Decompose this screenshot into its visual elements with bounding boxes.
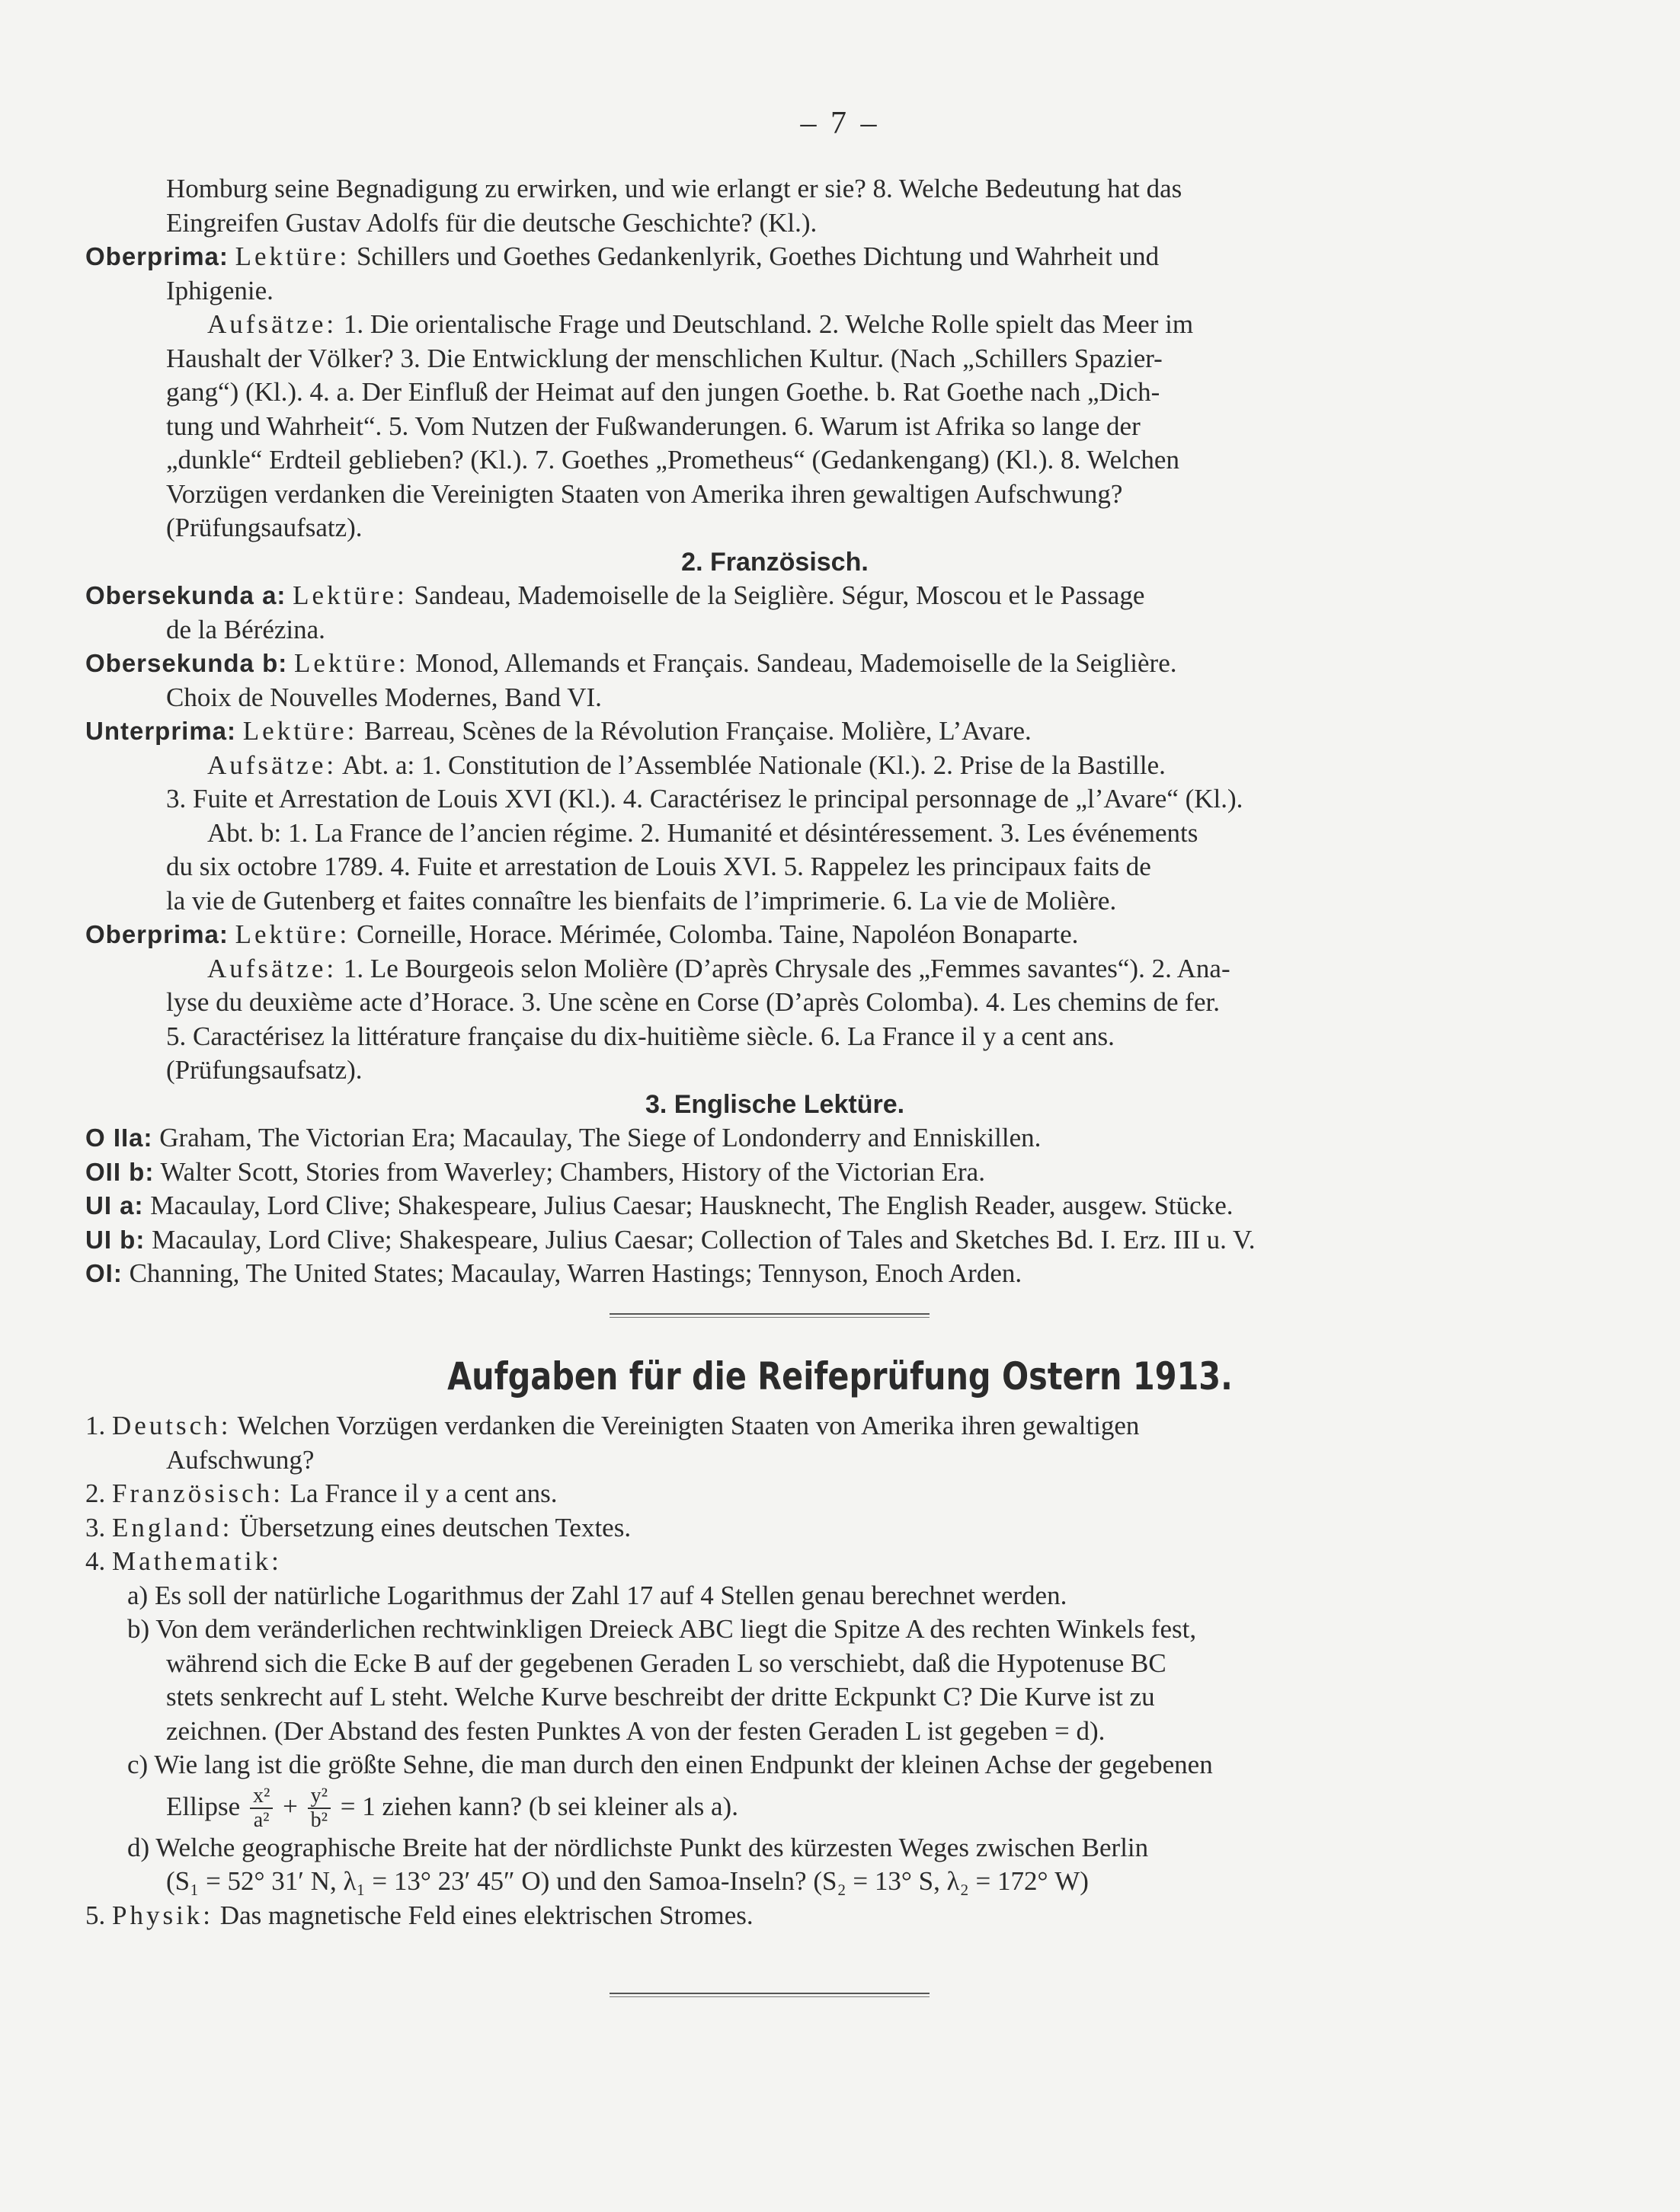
text-line: Haushalt der Völker? 3. Die Entwicklung der menschlichen Kultur. (Nach „Schillers Spazier- [166, 343, 1163, 373]
text-line: zeichnen. (Der Abstand des festen Punktes A von der festen Geraden L ist gegeben = d). [166, 1715, 1106, 1746]
english-row [85, 1189, 1464, 1223]
ellipse-formula-line [85, 1782, 1464, 1831]
aufsaetze-label: Aufsätze: [207, 750, 338, 780]
class-label: Obersekunda b: [85, 649, 288, 677]
subject-label: Französisch: [112, 1478, 283, 1508]
item-text: Das magnetische Feld eines elektrischen Stromes. [219, 1900, 754, 1930]
exam-tasks [85, 1409, 1464, 1932]
fraction-y [308, 1785, 331, 1832]
class-label: Unterprima: [85, 717, 237, 745]
aufsaetze-entry [85, 749, 1464, 783]
item-text: La France il y a cent ans. [290, 1478, 558, 1508]
entry-text: Macaulay, Lord Clive; Shakespeare, Julius Caesar; Hausknecht, The English Reader, ausgew. Stücke. [150, 1191, 1234, 1220]
lektuere-label: Lektüre: [235, 919, 350, 949]
aufsaetze-label: Aufsätze: [207, 953, 338, 983]
class-label: UI a: [85, 1191, 144, 1219]
english-heading: 3. Englische Lektüre. [645, 1089, 905, 1119]
french-heading: 2. Französisch. [681, 547, 869, 577]
class-label: OII b: [85, 1157, 155, 1186]
math-task-d [85, 1831, 1464, 1865]
task-text: Wie lang ist die größte Sehne, die man durch den einen Endpunkt der kleinen Achse der gegebenen [154, 1750, 1213, 1779]
lektuere-label: Lektüre: [293, 580, 408, 610]
text-line: 3. Fuite et Arrestation de Louis XVI (Kl.). 4. Caractérisez le principal personnage de „l’Avare“ (Kl.). [166, 784, 1243, 814]
text-line: la vie de Gutenberg et faites connaître les bienfaits de l’imprimerie. 6. La vie de Molière. [166, 885, 1117, 916]
text-line: Choix de Nouvelles Modernes, Band VI. [166, 682, 602, 712]
english-row [85, 1156, 1464, 1190]
text-line: Homburg seine Begnadigung zu erwirken, und wie erlangt er sie? 8. Welche Bedeutung hat das [166, 174, 1182, 203]
divider-rule [610, 1993, 930, 1997]
english-row [85, 1257, 1464, 1291]
text-line: während sich die Ecke B auf der gegebenen Geraden L so verschiebt, daß die Hypotenuse BC [166, 1648, 1166, 1678]
subject-label: England: [112, 1512, 233, 1542]
aufsaetze-entry [85, 308, 1464, 342]
text-line: du six octobre 1789. 4. Fuite et arrestation de Louis XVI. 5. Rappelez les principaux faits de [166, 852, 1151, 881]
oberprima-entry [85, 240, 1464, 274]
text-line: (S₁ = 52° 31′ N, λ₁ = 13° 23′ 45″ O) und den Samoa-Inseln? (S₂ = 13° S, λ₂ = 172° W) [166, 1866, 1089, 1896]
english-row [85, 1223, 1464, 1258]
entry-text: Schillers und Goethes Gedankenlyrik, Goethes Dichtung und Wahrheit und [356, 241, 1160, 271]
exam-item-4 [85, 1545, 1464, 1579]
text-line: Eingreifen Gustav Adolfs für die deutsche Geschichte? (Kl.). [166, 207, 818, 238]
task-label: a) [127, 1580, 149, 1610]
ellipse-word: Ellipse [166, 1791, 241, 1821]
item-text: Welchen Vorzügen verdanken die Vereinigten Staaten von Amerika ihren gewaltigen [237, 1411, 1140, 1440]
fraction-numerator: x² [250, 1785, 273, 1809]
class-label: O IIa: [85, 1124, 153, 1152]
page-number: – 7 – [800, 106, 880, 141]
task-text: Von dem veränderlichen rechtwinkligen Dreieck ABC liegt die Spitze A des rechten Winkels fest, [155, 1614, 1197, 1644]
task-text: Es soll der natürliche Logarithmus der Zahl 17 auf 4 Stellen genau berechnet werden. [154, 1580, 1067, 1610]
fraction-denominator: a² [253, 1808, 270, 1833]
lektuere-label: Lektüre: [235, 241, 350, 271]
item-number: 3. [85, 1512, 106, 1542]
entry-text: Macaulay, Lord Clive; Shakespeare, Julius Caesar; Collection of Tales and Sketches Bd. I. Erz. III u. V. [152, 1224, 1256, 1255]
text-line: stets senkrecht auf L steht. Welche Kurve beschreibt der dritte Eckpunkt C? Die Kurve ist zu [166, 1682, 1155, 1712]
math-task-a [85, 1579, 1464, 1613]
text-line: gang“) (Kl.). 4. a. Der Einfluß der Heimat auf den jungen Goethe. b. Rat Goethe nach „Dich- [166, 377, 1160, 407]
text-line: lyse du deuxième acte d’Horace. 3. Une scène en Corse (D’après Colomba). 4. Les chemins de fer. [166, 987, 1220, 1017]
entry-text: 1. Die orientalische Frage und Deutschland. 2. Welche Rolle spielt das Meer im [343, 309, 1194, 339]
text-line: (Prüfungsaufsatz). [166, 1055, 363, 1085]
exam-item-2 [85, 1477, 1464, 1511]
item-number: 5. [85, 1900, 106, 1930]
entry-text: Monod, Allemands et Français. Sandeau, Mademoiselle de la Seiglière. [415, 648, 1177, 678]
class-label: Oberprima: [85, 920, 229, 948]
class-label: Oberprima: [85, 242, 229, 270]
subject-label: Deutsch: [112, 1411, 232, 1440]
text-line: „dunkle“ Erdteil geblieben? (Kl.). 7. Goethes „Prometheus“ (Gedankengang) (Kl.). 8. Welchen [166, 445, 1179, 475]
text-line: Aufschwung? [166, 1444, 315, 1475]
class-label: UI b: [85, 1225, 146, 1254]
fraction-denominator: b² [310, 1808, 328, 1833]
lektuere-label: Lektüre: [293, 648, 409, 678]
exam-item-1 [85, 1409, 1464, 1443]
math-task-c [85, 1748, 1464, 1782]
german-section [85, 172, 1464, 1291]
subject-label: Mathematik: [112, 1546, 282, 1576]
task-label: b) [127, 1614, 150, 1644]
item-number: 1. [85, 1411, 106, 1440]
item-number: 4. [85, 1546, 106, 1576]
divider-rule [610, 1313, 930, 1318]
entry-text: Corneille, Horace. Mérimée, Colomba. Taine, Napoléon Bonaparte. [356, 919, 1079, 949]
text-line: Vorzügen verdanken die Vereinigten Staaten von Amerika ihren gewaltigen Aufschwung? [166, 478, 1123, 509]
aufsaetze-entry [85, 952, 1464, 986]
text-line: de la Bérézina. [166, 614, 325, 644]
fraction-x [250, 1785, 273, 1832]
text-line: Abt. b: 1. La France de l’ancien régime. 2. Humanité et désintéressement. 3. Les événements [207, 817, 1198, 848]
entry-text: Walter Scott, Stories from Waverley; Chambers, History of the Victorian Era. [160, 1156, 985, 1187]
obersekunda-b-entry [85, 647, 1464, 681]
entry-text: Channing, The United States; Macaulay, Warren Hastings; Tennyson, Enoch Arden. [129, 1258, 1022, 1288]
text-line: 5. Caractérisez la littérature française du dix-huitième siècle. 6. La France il y a cent ans. [166, 1021, 1115, 1051]
english-row [85, 1121, 1464, 1156]
unterprima-entry [85, 714, 1464, 749]
text-line: (Prüfungsaufsatz). [166, 513, 363, 542]
class-label: Obersekunda a: [85, 581, 286, 609]
text-line: Iphigenie. [166, 275, 274, 305]
entry-text: 1. Le Bourgeois selon Molière (D’après Chrysale des „Femmes savantes“). 2. Ana- [343, 953, 1230, 983]
lektuere-label: Lektüre: [242, 716, 358, 746]
item-text: Übersetzung eines deutschen Textes. [239, 1512, 632, 1542]
task-text: Welche geographische Breite hat der nördlichste Punkt des kürzesten Weges zwischen Berlin [155, 1832, 1149, 1862]
formula-tail: = 1 ziehen kann? (b sei kleiner als a). [340, 1791, 738, 1821]
entry-text: Barreau, Scènes de la Révolution Française. Molière, L’Avare. [364, 716, 1032, 746]
class-label: OI: [85, 1259, 123, 1287]
entry-text: Sandeau, Mademoiselle de la Seiglière. Ségur, Moscou et le Passage [414, 580, 1145, 610]
plus-sign: + [283, 1791, 298, 1821]
task-label: c) [127, 1750, 149, 1779]
entry-text: Graham, The Victorian Era; Macaulay, The Siege of Londonderry and Enniskillen. [159, 1123, 1042, 1152]
obersekunda-a-entry [85, 579, 1464, 613]
item-number: 2. [85, 1478, 106, 1508]
exam-title: Aufgaben für die Reifeprüfung Ostern 1913. [447, 1354, 1233, 1398]
exam-item-5 [85, 1899, 1464, 1933]
oberprima-entry [85, 918, 1464, 952]
subject-label: Physik: [112, 1900, 214, 1930]
math-task-b [85, 1613, 1464, 1647]
task-label: d) [127, 1832, 150, 1862]
text-line: tung und Wahrheit“. 5. Vom Nutzen der Fußwanderungen. 6. Warum ist Afrika so lange der [166, 411, 1141, 441]
fraction-numerator: y² [308, 1785, 331, 1809]
exam-item-3 [85, 1511, 1464, 1546]
aufsaetze-label: Aufsätze: [207, 309, 338, 339]
entry-text: Abt. a: 1. Constitution de l’Assemblée Nationale (Kl.). 2. Prise de la Bastille. [341, 750, 1166, 780]
